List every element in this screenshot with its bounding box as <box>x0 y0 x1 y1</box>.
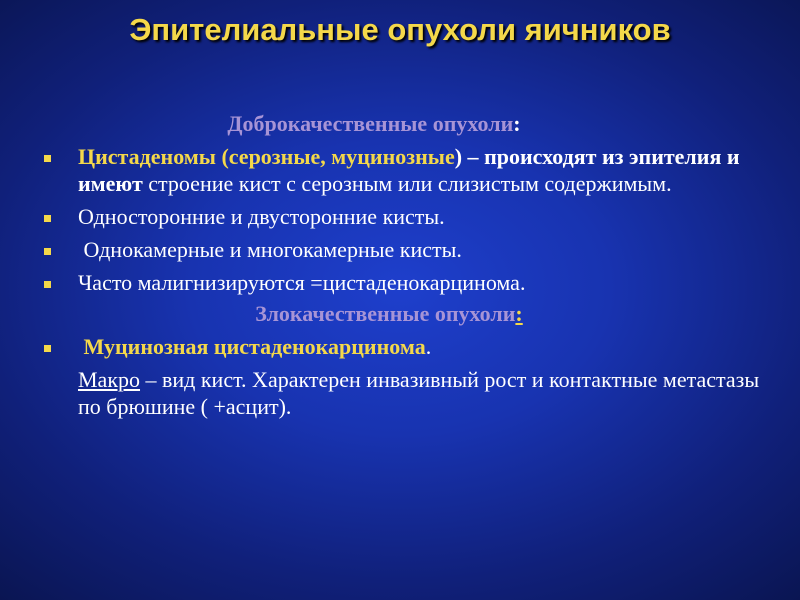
benign-heading-text: Доброкачественные опухоли <box>227 111 514 136</box>
square-bullet-icon <box>44 155 51 162</box>
list-item-mucinous-carcinoma <box>44 333 784 360</box>
cystadenomas-dash: ) – <box>454 144 479 169</box>
list-item-cystadenomas <box>44 143 784 197</box>
benign-heading-colon: : <box>513 111 521 136</box>
cystadenomas-origin: происходят из эпителия и имеют <box>78 144 740 196</box>
malignant-heading-text: Злокачественные опухоли <box>255 301 516 326</box>
list-item-text: Часто малигнизируются =цистаденокарцинома. <box>78 270 526 295</box>
malignant-heading <box>44 300 784 327</box>
square-bullet-icon <box>44 248 51 255</box>
macro-text: – вид кист. Характерен инвазивный рост и контактные метастазы по брюшине ( +асцит). <box>78 367 760 419</box>
list-item-unilateral <box>44 203 784 230</box>
slide-title: Эпителиальные опухоли яичников <box>129 12 671 47</box>
cystadenomas-structure: строение кист с серозным или слизистым содержимым. <box>142 171 672 196</box>
slide-content <box>44 110 784 420</box>
cystadenomas-term: Цистаденомы (серозные, муцинозные <box>78 144 455 169</box>
macro-label: Макро <box>78 367 141 392</box>
macro-paragraph <box>44 366 784 420</box>
mucinous-carcinoma-dot: . <box>425 334 432 359</box>
list-item-text: Однокамерные и многокамерные кисты. <box>78 237 462 262</box>
list-item-text: Односторонние и двусторонние кисты. <box>78 204 445 229</box>
list-item-chambers <box>44 236 784 263</box>
square-bullet-icon <box>44 345 51 352</box>
list-item-malignization <box>44 269 784 296</box>
square-bullet-icon <box>44 281 51 288</box>
malignant-heading-colon: : <box>515 301 523 326</box>
square-bullet-icon <box>44 215 51 222</box>
benign-heading <box>44 110 784 137</box>
mucinous-carcinoma-term: Муцинозная цистаденокарцинома <box>78 334 426 359</box>
